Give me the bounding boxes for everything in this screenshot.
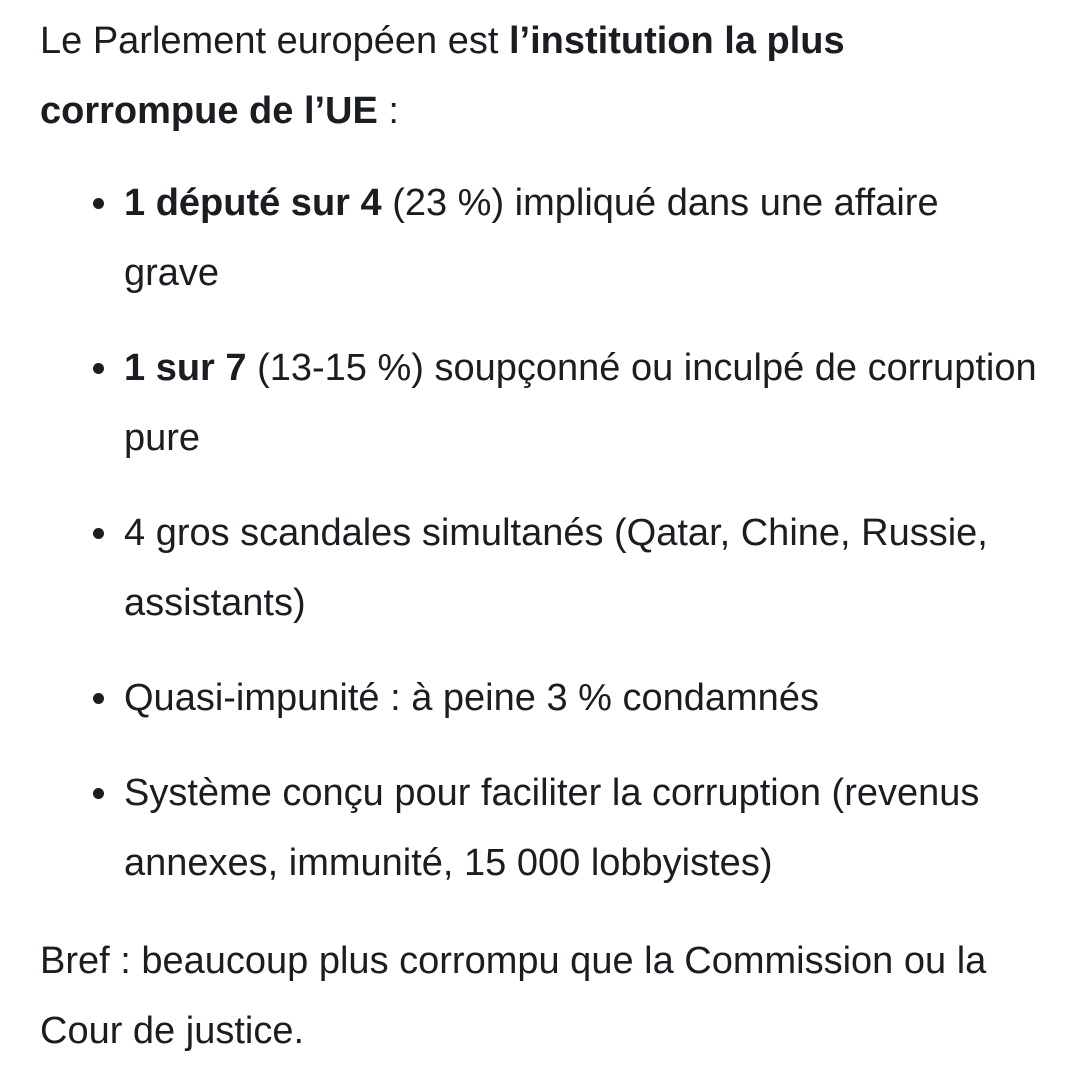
list-item-text: (13-15 %) soupçonné ou inculpé de corruption pure [124,347,1037,459]
list-item [122,333,1040,473]
intro-paragraph [40,6,1040,146]
list-item [122,498,1040,638]
bullet-list [40,168,1040,898]
list-item-text: Système conçu pour faciliter la corruption (revenus annexes, immunité, 15 000 lobbyistes) [124,772,980,884]
list-item-text: Quasi-impunité : à peine 3 % condamnés [124,677,819,719]
list-item-text: 4 gros scandales simultanés (Qatar, Chine, Russie, assistants) [124,512,988,624]
conclusion-paragraph: Bref : beaucoup plus corrompu que la Commission ou la Cour de justice. [40,940,987,1052]
list-item-bold: 1 sur 7 [124,347,247,389]
intro-bold-phrase: l’institution la plus corrompue de l’UE [40,20,845,132]
list-item [122,663,1040,733]
list-item [122,168,1040,308]
intro-suffix: : [377,90,399,132]
list-item [122,758,1040,898]
list-item-text: (23 %) impliqué dans une affaire grave [124,182,939,294]
intro-prefix: Le Parlement européen est [40,20,509,62]
list-item-bold: 1 député sur 4 [124,182,382,224]
